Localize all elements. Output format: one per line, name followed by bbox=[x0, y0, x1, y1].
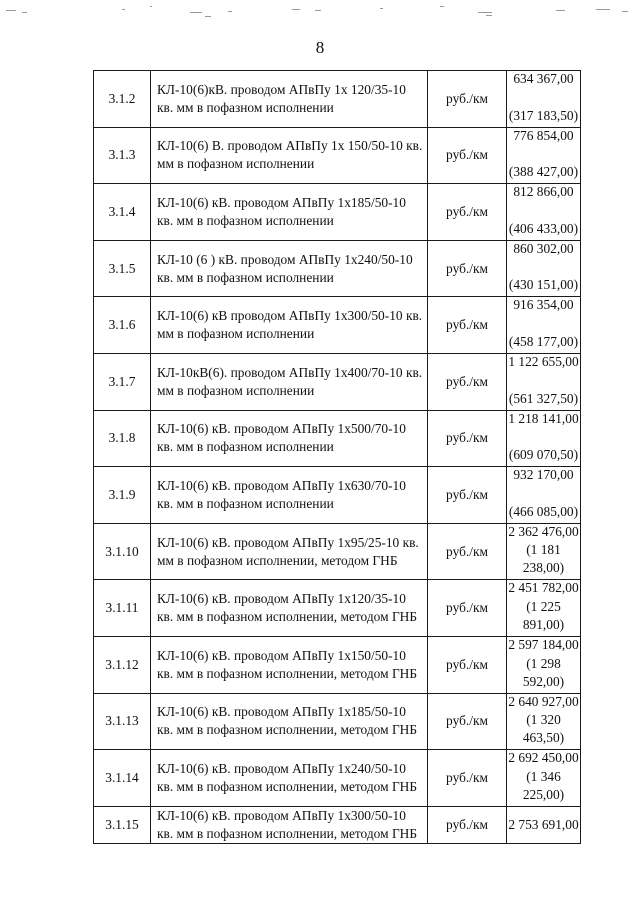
table-row bbox=[94, 580, 581, 637]
price-cell bbox=[507, 410, 581, 467]
item-number: 3.1.3 bbox=[94, 127, 151, 184]
price-cell bbox=[507, 750, 581, 807]
price-cell bbox=[507, 127, 581, 184]
price-value: 1 122 655,00 bbox=[508, 353, 579, 369]
item-description-cell bbox=[151, 240, 428, 297]
price-cell bbox=[507, 240, 581, 297]
item-number: 3.1.14 bbox=[94, 750, 151, 807]
unit-of-measure: руб./км bbox=[428, 127, 507, 184]
unit-of-measure: руб./км bbox=[428, 240, 507, 297]
item-description-cell bbox=[151, 297, 428, 354]
table-row bbox=[94, 750, 581, 807]
item-description-cell bbox=[151, 353, 428, 410]
item-description: КЛ-10(6) кВ. проводом АПвПу 1х630/70-10 кв. мм в пофазном исполнении bbox=[157, 477, 406, 511]
page-number: 8 bbox=[315, 38, 325, 57]
item-number: 3.1.15 bbox=[94, 806, 151, 843]
price-value-parenthetical: (1 346 225,00) bbox=[522, 768, 565, 802]
item-number: 3.1.2 bbox=[94, 71, 151, 128]
price-value-parenthetical: (1 181 238,00) bbox=[522, 542, 565, 576]
item-description: КЛ-10(6) кВ. проводом АПвПу 1х185/50-10 кв. мм в пофазном исполнении bbox=[157, 194, 406, 228]
item-description: КЛ-10(6) кВ проводом АПвПу 1х300/50-10 кв. мм в пофазном исполнении bbox=[157, 308, 423, 342]
item-description: КЛ-10(6) кВ. проводом АПвПу 1х500/70-10 кв. мм в пофазном исполнении bbox=[157, 421, 406, 455]
table-row bbox=[94, 467, 581, 524]
unit-of-measure: руб./км bbox=[428, 523, 507, 580]
table-row bbox=[94, 184, 581, 241]
unit-of-measure: руб./км bbox=[428, 410, 507, 467]
price-cell bbox=[507, 467, 581, 524]
price-value-parenthetical: (458 177,00) bbox=[508, 333, 579, 349]
item-description-cell bbox=[151, 467, 428, 524]
price-cell bbox=[507, 353, 581, 410]
unit-of-measure: руб./км bbox=[428, 297, 507, 354]
price-value-parenthetical: (609 070,50) bbox=[508, 447, 579, 463]
item-description-cell bbox=[151, 184, 428, 241]
unit-of-measure: руб./км bbox=[428, 353, 507, 410]
item-description: КЛ-10(6) кВ. проводом АПвПу 1х120/35-10 кв. мм в пофазном исполнении, методом ГНБ bbox=[157, 591, 418, 625]
table-row bbox=[94, 297, 581, 354]
price-value: 1 218 141,00 bbox=[508, 410, 579, 426]
unit-of-measure: руб./км bbox=[428, 580, 507, 637]
item-description: КЛ-10(6) кВ. проводом АПвПу 1х95/25-10 кв. мм в пофазном исполнении, методом ГНБ bbox=[157, 534, 419, 568]
price-cell bbox=[507, 71, 581, 128]
item-description: КЛ-10(6)кВ. проводом АПвПу 1х 120/35-10 кв. мм в пофазном исполнении bbox=[157, 81, 406, 115]
price-cell bbox=[507, 693, 581, 750]
price-cell bbox=[507, 580, 581, 637]
price-value: 2 640 927,00 bbox=[508, 693, 579, 709]
price-cell bbox=[507, 297, 581, 354]
price-value: 2 692 450,00 bbox=[508, 750, 579, 766]
item-number: 3.1.7 bbox=[94, 353, 151, 410]
price-cell bbox=[507, 523, 581, 580]
item-description-cell bbox=[151, 410, 428, 467]
table-row bbox=[94, 410, 581, 467]
table-row bbox=[94, 636, 581, 693]
table-body bbox=[94, 71, 581, 844]
price-value: 812 866,00 bbox=[513, 184, 574, 200]
unit-of-measure: руб./км bbox=[428, 806, 507, 843]
table-row bbox=[94, 523, 581, 580]
price-value-parenthetical: (466 085,00) bbox=[508, 503, 579, 519]
table-row bbox=[94, 806, 581, 843]
price-value-parenthetical: (406 433,00) bbox=[508, 220, 579, 236]
price-value-parenthetical: (1 298 592,00) bbox=[522, 655, 565, 689]
unit-of-measure: руб./км bbox=[428, 184, 507, 241]
table-row bbox=[94, 127, 581, 184]
unit-of-measure: руб./км bbox=[428, 467, 507, 524]
item-description-cell bbox=[151, 806, 428, 843]
item-description-cell bbox=[151, 127, 428, 184]
price-cell bbox=[507, 636, 581, 693]
item-description: КЛ-10(6) В. проводом АПвПу 1х 150/50-10 кв. мм в пофазном исполнении bbox=[157, 138, 423, 172]
item-description: КЛ-10кВ(6). проводом АПвПу 1х400/70-10 кв. мм в пофазном исполнении bbox=[157, 364, 423, 398]
table-row bbox=[94, 71, 581, 128]
unit-of-measure: руб./км bbox=[428, 750, 507, 807]
item-number: 3.1.4 bbox=[94, 184, 151, 241]
item-description-cell bbox=[151, 71, 428, 128]
price-cell bbox=[507, 806, 581, 843]
price-value-parenthetical: (317 183,50) bbox=[508, 107, 579, 123]
table-row bbox=[94, 353, 581, 410]
item-description-cell bbox=[151, 750, 428, 807]
table-row bbox=[94, 693, 581, 750]
item-description-cell bbox=[151, 580, 428, 637]
scan-noise bbox=[0, 0, 640, 40]
price-value-parenthetical: (1 320 463,50) bbox=[522, 712, 565, 746]
item-number: 3.1.12 bbox=[94, 636, 151, 693]
item-number: 3.1.5 bbox=[94, 240, 151, 297]
item-description: КЛ-10(6) кВ. проводом АПвПу 1х300/50-10 кв. мм в пофазном исполнении, методом ГНБ bbox=[157, 807, 418, 841]
item-description: КЛ-10 (6 ) кВ. проводом АПвПу 1х240/50-10 кв. мм в пофазном исполнении bbox=[157, 251, 413, 285]
price-value: 932 170,00 bbox=[513, 467, 574, 483]
item-number: 3.1.10 bbox=[94, 523, 151, 580]
price-value: 2 362 476,00 bbox=[508, 523, 579, 539]
price-value: 634 367,00 bbox=[513, 71, 574, 86]
price-value: 776 854,00 bbox=[513, 127, 574, 143]
item-description-cell bbox=[151, 636, 428, 693]
item-description: КЛ-10(6) кВ. проводом АПвПу 1х150/50-10 кв. мм в пофазном исполнении, методом ГНБ bbox=[157, 647, 418, 681]
unit-of-measure: руб./км bbox=[428, 71, 507, 128]
price-value-parenthetical: (561 327,50) bbox=[508, 390, 579, 406]
item-number: 3.1.13 bbox=[94, 693, 151, 750]
price-value: 2 451 782,00 bbox=[508, 580, 579, 596]
price-value-parenthetical: (1 225 891,00) bbox=[522, 598, 565, 632]
unit-of-measure: руб./км bbox=[428, 636, 507, 693]
price-value: 2 753 691,00 bbox=[508, 816, 579, 832]
price-value: 2 597 184,00 bbox=[508, 636, 579, 652]
item-number: 3.1.8 bbox=[94, 410, 151, 467]
price-table bbox=[93, 70, 581, 844]
price-value: 860 302,00 bbox=[513, 240, 574, 256]
item-description: КЛ-10(6) кВ. проводом АПвПу 1х240/50-10 кв. мм в пофазном исполнении, методом ГНБ bbox=[157, 760, 418, 794]
item-description-cell bbox=[151, 693, 428, 750]
item-description-cell bbox=[151, 523, 428, 580]
price-value: 916 354,00 bbox=[513, 297, 574, 313]
unit-of-measure: руб./км bbox=[428, 693, 507, 750]
item-description: КЛ-10(6) кВ. проводом АПвПу 1х185/50-10 кв. мм в пофазном исполнении, методом ГНБ bbox=[157, 704, 418, 738]
price-value-parenthetical: (388 427,00) bbox=[508, 164, 579, 180]
item-number: 3.1.9 bbox=[94, 467, 151, 524]
item-number: 3.1.11 bbox=[94, 580, 151, 637]
table-row bbox=[94, 240, 581, 297]
item-number: 3.1.6 bbox=[94, 297, 151, 354]
price-value-parenthetical: (430 151,00) bbox=[508, 277, 579, 293]
price-cell bbox=[507, 184, 581, 241]
